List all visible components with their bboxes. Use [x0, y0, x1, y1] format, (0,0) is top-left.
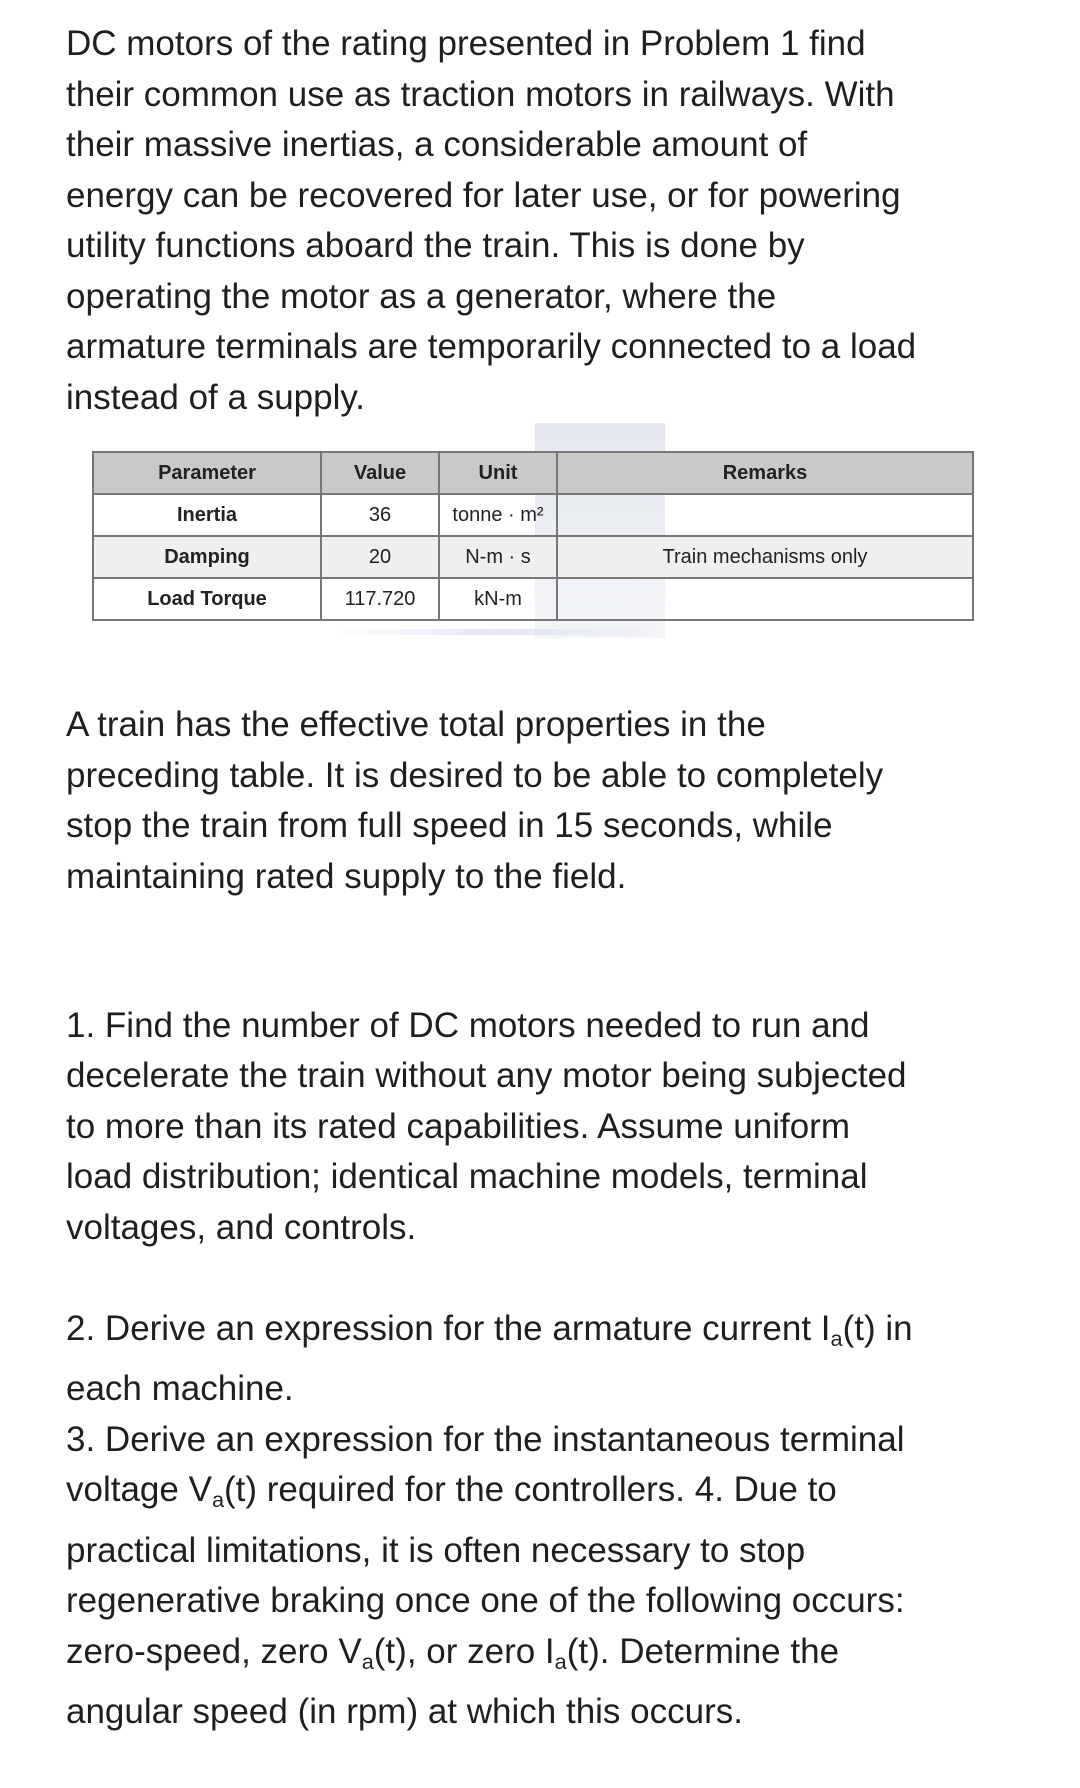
header-parameter: Parameter — [93, 452, 321, 494]
question-2-to-4 — [66, 1304, 1026, 1738]
row-value: 36 — [321, 494, 439, 536]
header-value: Value — [321, 452, 439, 494]
question-4-text-end: (t). Determine the angular speed (in rpm) at which this occurs. — [66, 1631, 840, 1732]
table-row — [93, 578, 973, 620]
parameter-table — [92, 451, 974, 621]
question-list — [66, 950, 1026, 1788]
row-remarks — [557, 494, 973, 536]
row-remarks: Train mechanisms only — [557, 536, 973, 578]
train-description-paragraph: A train has the effective total properties in the preceding table. It is desired to be able to completely stop the train from full speed in 15 seconds, while maintaining rated supply to the field. — [66, 705, 884, 896]
question-3-text-a: 3. Derive an expression for the instantaneous terminal voltage V — [66, 1419, 905, 1510]
question-4-text-mid: (t), or zero I — [373, 1631, 555, 1671]
row-unit: N-m · s — [439, 536, 557, 578]
row-unit: kN-m — [439, 578, 557, 620]
table-row — [93, 494, 973, 536]
subscript-a: a — [554, 1648, 567, 1674]
question-3-text-b: (t) required for the controllers. 4. Due to practical limitations, it is often necessary to stop regenerative braking once one of the following occurs: zero-speed, zero V — [66, 1470, 905, 1671]
table-scan-blur — [342, 629, 662, 635]
question-2-text-b: (t) in each machine. — [66, 1308, 913, 1409]
subscript-a: a — [830, 1325, 843, 1351]
row-value: 117.720 — [321, 578, 439, 620]
header-unit: Unit — [439, 452, 557, 494]
row-parameter: Damping — [93, 536, 321, 578]
subscript-a: a — [211, 1487, 224, 1513]
question-2-text-a: 2. Derive an expression for the armature current I — [66, 1308, 831, 1348]
parameter-table-image — [92, 429, 974, 641]
table-row — [93, 536, 973, 578]
subscript-a: a — [361, 1648, 374, 1674]
row-parameter: Load Torque — [93, 578, 321, 620]
row-value: 20 — [321, 536, 439, 578]
row-remarks — [557, 578, 973, 620]
intro-paragraph: DC motors of the rating presented in Problem 1 find their common use as traction motors in railways. With their massive inertias, a considerable amount of energy can be recovered for later use, or for powering utility functions aboard the train. This is done by operating the motor as a generator, where the armature terminals are temporarily connected to a load instead of a supply. — [66, 24, 917, 417]
row-parameter: Inertia — [93, 494, 321, 536]
row-unit: tonne · m² — [439, 494, 557, 536]
header-remarks: Remarks — [557, 452, 973, 494]
question-1: 1. Find the number of DC motors needed to run and decelerate the train without any motor being subjected to more than its rated capabilities. Assume uniform load distribution; identical machine models, terminal voltages, and controls. — [66, 1005, 907, 1247]
table-header-row — [93, 452, 973, 494]
